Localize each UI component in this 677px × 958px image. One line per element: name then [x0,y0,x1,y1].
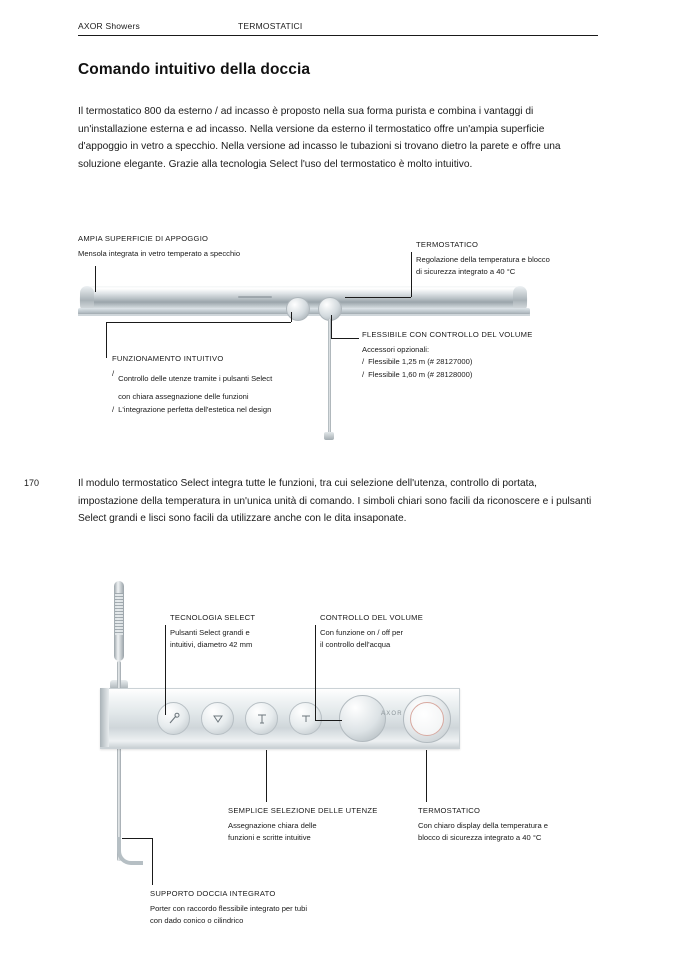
callout-line: funzioni e scritte intuitive [228,833,311,843]
leader-line [266,750,267,802]
select-button-body-jet[interactable] [245,702,278,735]
bullet-slash: / [112,405,115,414]
callout-line: intuitivi, diametro 42 mm [170,640,253,650]
leader-line [345,297,411,298]
leader-line [315,625,316,720]
hose-connector [324,432,334,440]
header-brand: AXOR Showers [78,21,140,31]
leader-line [315,720,342,721]
callout-title: FLESSIBILE CON CONTROLLO DEL VOLUME [362,330,533,339]
overhead-shower-icon [202,703,233,734]
bath-spout-icon [290,703,321,734]
leader-line [426,750,427,802]
body-jet-icon [246,703,277,734]
bar-surface-detail [238,296,272,298]
leader-line [122,838,152,839]
thermostat-dial[interactable] [403,695,451,743]
callout-semplice-selezione [228,806,408,845]
callout-line: Con chiaro display della temperatura e [418,821,549,830]
select-button-overhead-shower[interactable] [201,702,234,735]
intro-paragraph: Il termostatico 800 da esterno / ad incasso è proposto nella sua forma purista e combina i vantaggi di un'installazione esterna e ad incasso. Nella versione da esterno il termostatico offre un'ampia superficie d'appoggio in vetro a specchio. Nella versione ad incasso le tubazioni si trovano dietro la parete e offre una soluzione elegante. Grazie alla tecnologia Select l'uso del termostatico è molto intuitivo. [78,106,561,170]
header-section: TERMOSTATICI [238,21,303,31]
leader-line [165,625,166,715]
callout-bullet [112,368,352,404]
callout-line: Flessibile 1,25 m (# 28127000) [368,357,473,367]
callout-title: CONTROLLO DEL VOLUME [320,613,424,622]
callout-controllo-del-volume [320,613,490,652]
callout-ampia-superficie [78,234,308,260]
callout-title: FUNZIONAMENTO INTUITIVO [112,354,224,363]
callout-line: L'integrazione perfetta dell'estetica nel design [118,405,272,414]
callout-supporto-doccia [150,889,380,928]
callout-termostatico-bottom [418,806,608,845]
select-button-handshower[interactable] [157,702,190,735]
leader-line [331,315,332,338]
callout-title: AMPIA SUPERFICIE DI APPOGGIO [78,234,209,243]
axor-brand-mark: AXOR [381,711,403,717]
callout-termostatico-top [416,240,626,279]
callout-title: TERMOSTATICO [418,806,481,815]
callout-line: di sicurezza integrato a 40 °C [416,267,516,277]
callout-line: Pulsanti Select grandi e [170,628,250,637]
callout-line: Flessibile 1,60 m (# 28128000) [368,369,473,379]
leader-line [95,266,96,292]
callout-bullet [112,404,352,416]
callout-line: Accessori opzionali: [362,345,430,354]
callout-line: con chiara assegnazione delle funzioni [118,392,249,401]
handshower-icon [158,703,189,734]
bullet-slash: / [362,357,365,367]
callout-title: TECNOLOGIA SELECT [170,613,256,622]
callout-title: SEMPLICE SELEZIONE DELLE UTENZE [228,806,378,815]
leader-line [411,252,412,297]
callout-line: blocco di sicurezza integrato a 40 °C [418,833,542,843]
callout-line: Porter con raccordo flessibile integrato per tubi [150,904,308,913]
callout-line: Regolazione della temperatura e blocco [416,255,550,264]
handshower-grip [115,593,123,635]
header-divider [78,35,598,36]
leader-line [152,838,153,885]
callout-title: SUPPORTO DOCCIA INTEGRATO [150,889,276,898]
page-number: 170 [24,478,40,488]
callout-line: con dado conico o cilindrico [150,916,244,926]
module-left-edge [100,688,109,747]
page-title: Comando intuitivo della doccia [78,61,311,78]
callout-tecnologia-select [170,613,330,652]
callout-line: Controllo delle utenze tramite i pulsanti Select [118,374,273,383]
volume-knob [318,297,342,321]
bullet-slash: / [362,369,365,379]
select-button-bath-spout[interactable] [289,702,322,735]
page-header [78,21,598,31]
volume-control-dial[interactable] [339,695,386,742]
callout-line: Assegnazione chiara delle [228,821,317,830]
thermostat-temperature-display [410,702,444,736]
callout-title: TERMOSTATICO [416,240,479,249]
body-paragraph-2: Il modulo termostatico Select integra tutte le funzioni, tra cui selezione dell'utenza, controllo di portata, impostazione della temperatura in un'unica unità di comando. I simboli chiari sono facili da riconoscere e i pulsanti Select grandi e lisci sono facili da utilizzare anche con le dita insaponate. [78,478,592,525]
callout-flessibile-volume [362,330,602,381]
callout-bullet [362,369,602,381]
callout-bullet [362,356,602,368]
bullet-slash: / [112,369,115,378]
leader-line [331,338,359,339]
thermostat-knob [286,297,310,321]
leader-line [106,322,291,323]
hose-bend [117,837,143,865]
callout-line: Mensola integrata in vetro temperato a specchio [78,249,241,258]
callout-line: Con funzione on / off per [320,628,404,637]
callout-funzionamento-intuitivo [112,354,352,416]
leader-line [291,312,292,322]
leader-line [106,322,107,358]
callout-line: il controllo dell'acqua [320,640,391,650]
